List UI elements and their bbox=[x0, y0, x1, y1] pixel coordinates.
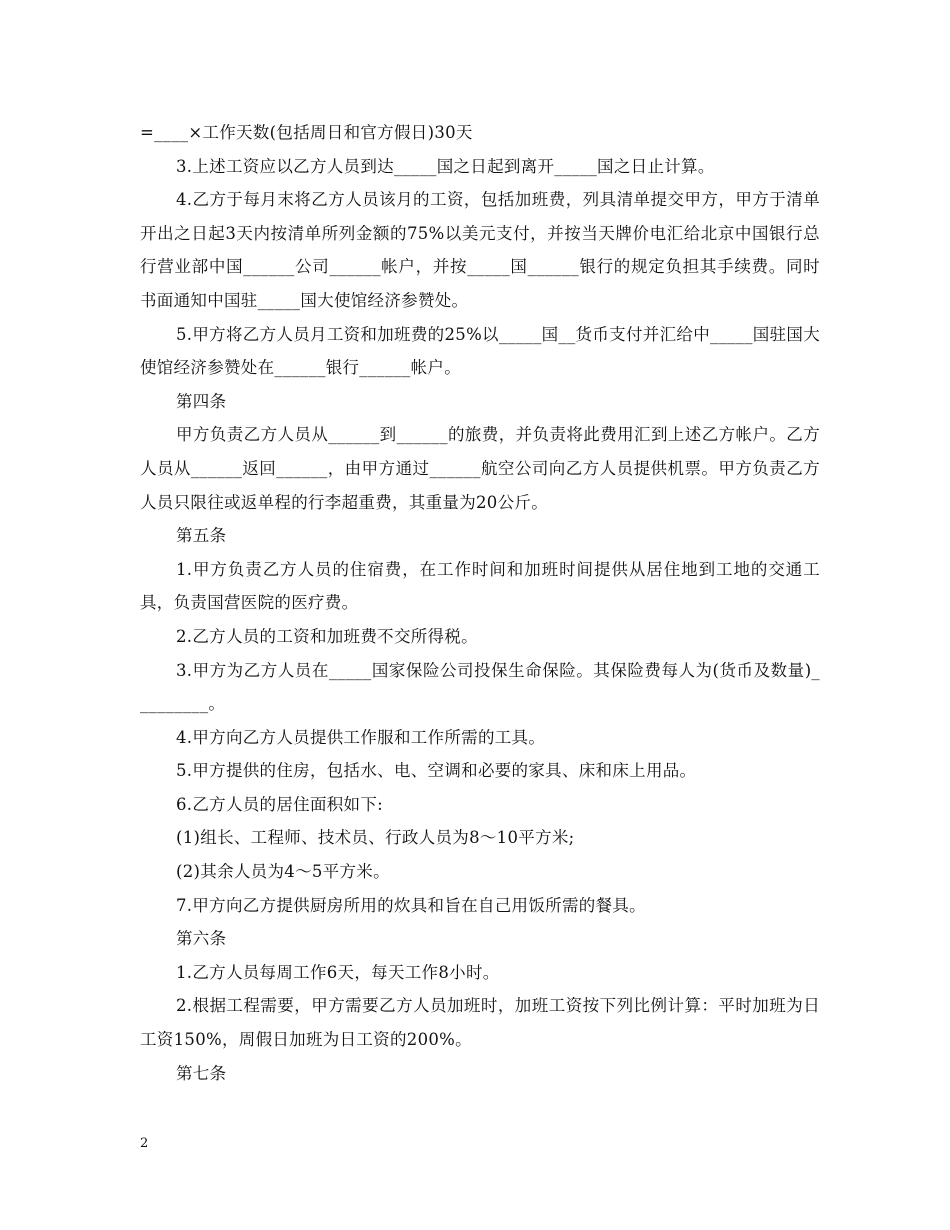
paragraph-clause-5-6-2: (2)其余人员为4～5平方米。 bbox=[176, 862, 390, 882]
paragraph-clause-3-4: 4.乙方于每月末将乙方人员该月的工资，包括加班费，列具清单提交甲方，甲方于清单开出之日起3天内按清单所列金额的75%以美元支付，并按当天牌价电汇给北京中国银行总行营业部中国______公司______帐户，并按_____国______银行的规定负担其手续费。同时书面通知中国驻_____国大使馆经济参赞处。 bbox=[140, 190, 820, 310]
paragraph-clause-6-2: 2.根据工程需要，甲方需要乙方人员加班时，加班工资按下列比例计算：平时加班为日工资150%，周假日加班为日工资的200%。 bbox=[140, 996, 820, 1050]
paragraph-clause-5-1: 1.甲方负责乙方人员的住宿费，在工作时间和加班时间提供从居住地到工地的交通工具，负责国营医院的医疗费。 bbox=[140, 559, 820, 613]
paragraph-article-4-body: 甲方负责乙方人员从______到______的旅费，并负责将此费用汇到上述乙方帐户。乙方人员从______返回______，由甲方通过______航空公司向乙方人员提供机票。甲方负责乙方人员只限往或返单程的行李超重费，其重量为20公斤。 bbox=[140, 425, 820, 512]
heading-article-4: 第四条 bbox=[176, 391, 227, 411]
paragraph-wage-formula: =____×工作天数(包括周日和官方假日)30天 bbox=[140, 123, 473, 142]
paragraph-clause-6-1: 1.乙方人员每周工作6天，每天工作8小时。 bbox=[176, 962, 500, 982]
document-body bbox=[140, 116, 820, 1090]
paragraph-clause-5-6: 6.乙方人员的居住面积如下: bbox=[176, 794, 384, 814]
paragraph-clause-5-4: 4.甲方向乙方人员提供工作服和工作所需的工具。 bbox=[176, 727, 546, 747]
paragraph-clause-5-6-1: (1)组长、工程师、技术员、行政人员为8～10平方米; bbox=[176, 828, 575, 848]
paragraph-clause-5-7: 7.甲方向乙方提供厨房所用的炊具和旨在自己用饭所需的餐具。 bbox=[176, 895, 646, 915]
page-number: 2 bbox=[140, 1136, 149, 1151]
paragraph-clause-3-3: 3.上述工资应以乙方人员到达_____国之日起到离开_____国之日止计算。 bbox=[176, 156, 715, 176]
heading-article-7: 第七条 bbox=[176, 1063, 227, 1083]
heading-article-5: 第五条 bbox=[176, 526, 227, 546]
heading-article-6: 第六条 bbox=[176, 929, 227, 949]
paragraph-clause-5-2: 2.乙方人员的工资和加班费不交所得税。 bbox=[176, 626, 478, 646]
paragraph-clause-5-3: 3.甲方为乙方人员在_____国家保险公司投保生命保险。其保险费每人为(货币及数量)_________。 bbox=[140, 660, 820, 714]
paragraph-clause-3-5: 5.甲方将乙方人员月工资和加班费的25%以_____国__货币支付并汇给中_____国驻国大使馆经济参赞处在______银行______帐户。 bbox=[140, 324, 820, 378]
paragraph-clause-5-5: 5.甲方提供的住房，包括水、电、空调和必要的家具、床和床上用品。 bbox=[176, 761, 697, 781]
